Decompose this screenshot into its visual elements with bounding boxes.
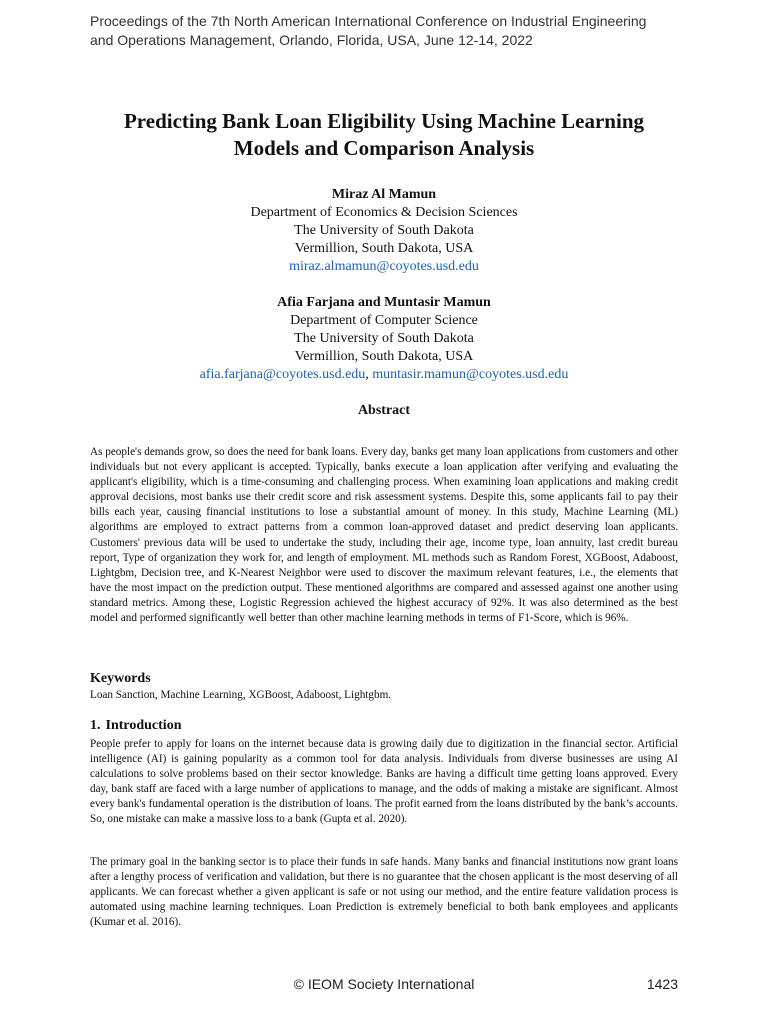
abstract-text: As people's demands grow, so does the need for bank loans. Every day, banks get many loan applications from customers and other individuals but not every applicant is accepted. Typically, banks execute a loan application after verifying and evaluating the applicant's eligibility, which is a time-consuming and challenging process. When examining loan applications and making credit approval decisions, most banks use their credit score and risk assessment systems. Despite this, some applicants fail to pay their bills each year, causing financial institutions to lose a substantial amount of money. In this study, Machine Learning (ML) algorithms are employed to extract patterns from a common loan-approved dataset and predict deserving loan applicants. Customers' previous data will be used to undertake the study, including their age, income type, loan annuity, last credit bureau report, Type of organization they work for, and length of employment. ML methods such as Random Forest, XGBoost, Adaboost, Lightgbm, Decision tree, and K-Nearest Neighbor were used to discover the maximum relevant features, i.e., the elements that have the most impact on the prediction output. These mentioned algorithms are compared and assessed against one another using standard metrics. Among these, Logistic Regression achieved the highest accuracy of 92%. It was also determined as the best model and performed significantly well better than other machine learning methods in terms of F1-Score, which is 96%. — [90, 446, 678, 625]
author-name: Afia Farjana and Muntasir Mamun — [277, 295, 491, 310]
author-block-1 — [90, 186, 678, 276]
footer-copyright: © IEOM Society International — [293, 976, 475, 992]
author-location: Vermillion, South Dakota, USA — [294, 241, 474, 256]
author-location: Vermillion, South Dakota, USA — [294, 349, 474, 364]
author-block-2 — [90, 294, 678, 384]
author-department: Department of Computer Science — [290, 313, 478, 328]
page-number: 1423 — [646, 976, 678, 992]
title-line-1: Predicting Bank Loan Eligibility Using Machine Learning — [123, 109, 645, 133]
author-email-link[interactable]: miraz.almamun@coyotes.usd.edu — [289, 259, 479, 274]
keywords-heading: Keywords — [90, 671, 151, 686]
author-university: The University of South Dakota — [294, 331, 474, 346]
email-separator: , — [365, 367, 373, 382]
author-department: Department of Economics & Decision Sciences — [250, 205, 518, 220]
section-title: Introduction — [105, 718, 182, 733]
introduction-paragraph-1: People prefer to apply for loans on the internet because data is growing daily due to digitization in the financial sector. Artificial intelligence (AI) is gaining popularity as a common tool for data analysis. Individuals from diverse businesses are using AI calculations to solve problems based on their sector knowledge. Banks are having a difficult time getting loans approved. Every day, bank staff are faced with a large number of applications to manage, and the odds of making a mistake are significant. Almost every bank's fundamental operation is the distribution of loans. The profit earned from the loans distributed by the bank’s accounts. So, one mistake can make a massive loss to a bank (Gupta et al. 2020). — [90, 738, 678, 826]
introduction-paragraph-2: The primary goal in the banking sector is to place their funds in safe hands. Many banks and financial institutions now grant loans after a lengthy process of verification and validation, but there is no guarantee that the chosen applicant is the most deserving of all applicants. We can forecast whether a given applicant is safe or not using our method, and the entire feature validation process is automated using machine learning techniques. Loan Prediction is extremely beneficial to both bank employees and applicants (Kumar et al. 2016). — [90, 856, 678, 929]
running-header-line-2: and Operations Management, Orlando, Florida, USA, June 12-14, 2022 — [90, 32, 533, 48]
section-heading-introduction — [90, 717, 181, 735]
author-university: The University of South Dakota — [294, 223, 474, 238]
running-header — [90, 12, 710, 50]
author-emails — [90, 366, 678, 384]
author-name: Miraz Al Mamun — [331, 187, 437, 202]
author-email-link[interactable]: afia.farjana@coyotes.usd.edu — [199, 367, 366, 382]
title-line-2: Models and Comparison Analysis — [233, 136, 535, 160]
paper-title — [70, 108, 698, 162]
section-number: 1. — [90, 718, 101, 733]
keywords-text: Loan Sanction, Machine Learning, XGBoost, Adaboost, Lightgbm. — [90, 689, 392, 701]
running-header-line-1: Proceedings of the 7th North American International Conference on Industrial Engineering — [90, 13, 647, 29]
abstract-heading: Abstract — [357, 403, 411, 418]
author-email-link[interactable]: muntasir.mamun@coyotes.usd.edu — [372, 367, 569, 382]
